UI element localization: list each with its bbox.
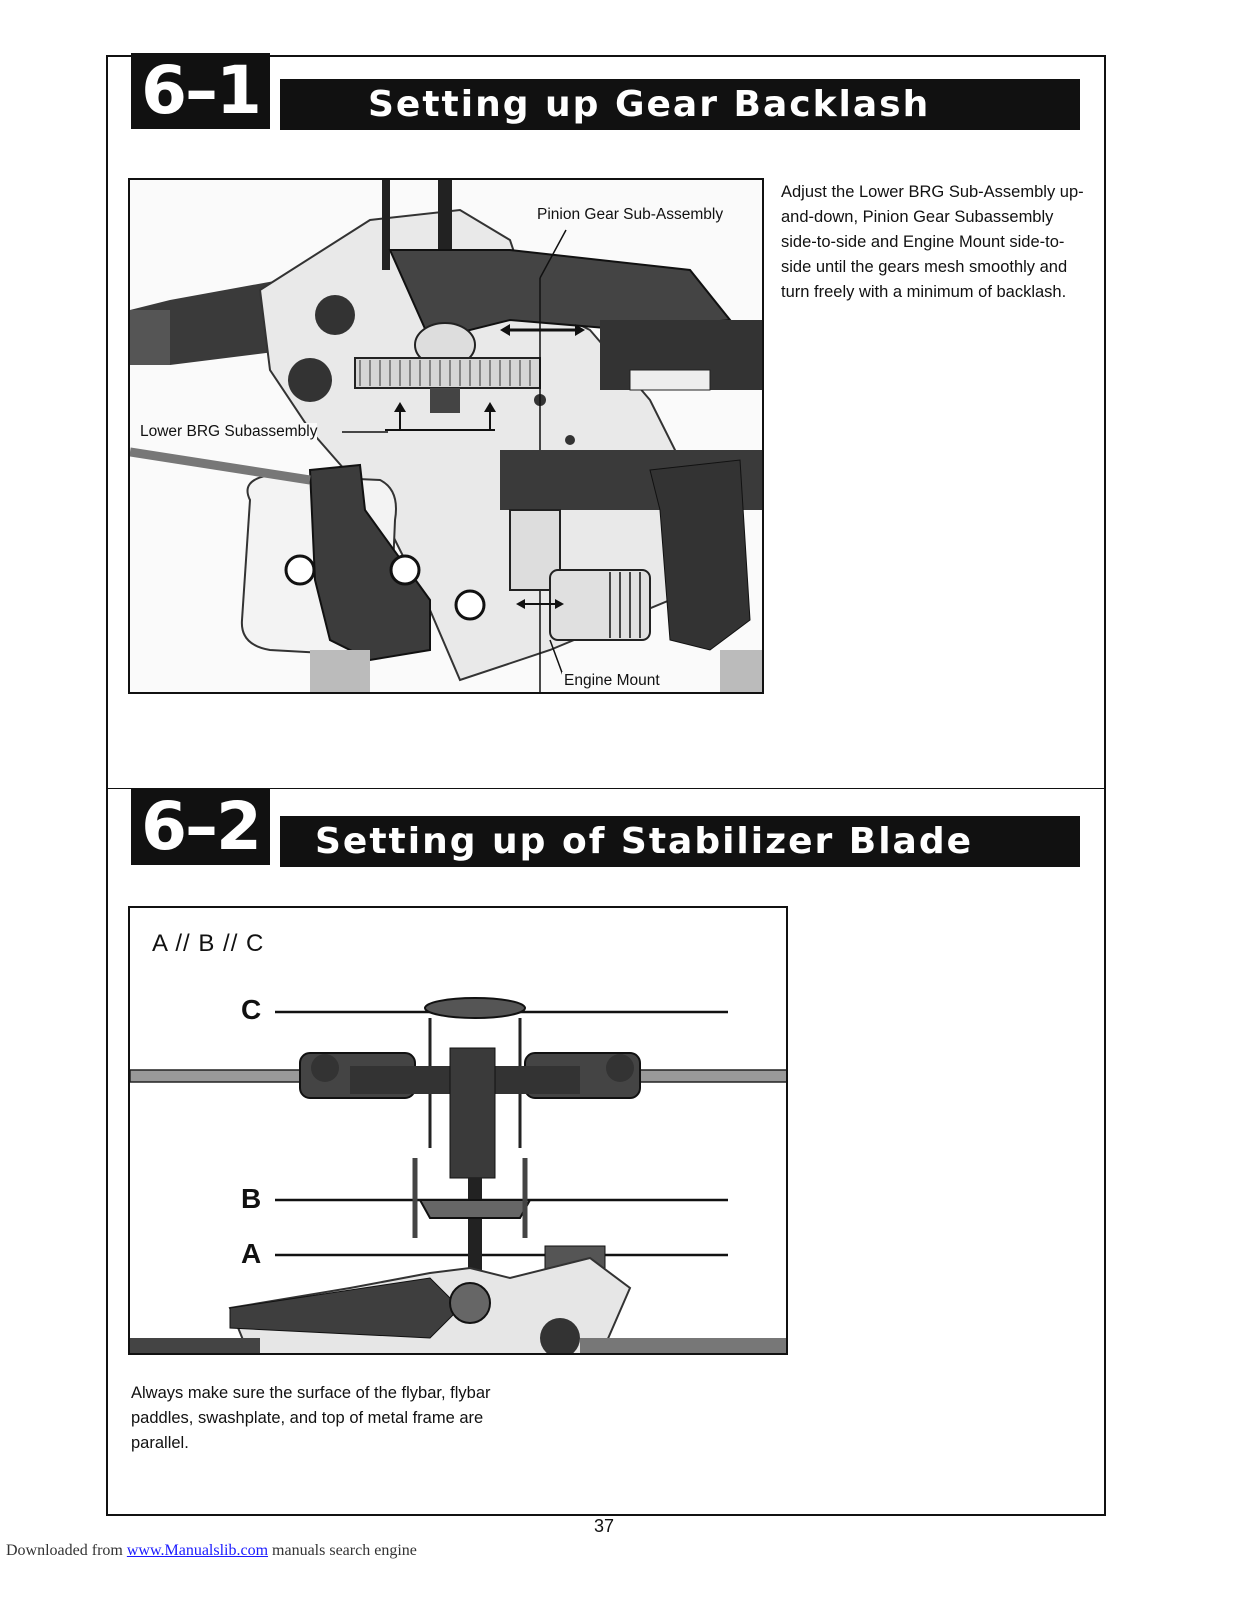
- footer-link[interactable]: www.Manualslib.com: [126, 1542, 269, 1559]
- lower-brg-label: Lower BRG Subassembly: [140, 423, 318, 440]
- page-number: 37: [594, 1516, 615, 1536]
- level-label-a: A: [241, 1238, 262, 1269]
- footer-prefix: Downloaded from: [6, 1542, 127, 1559]
- section-1-description: Adjust the Lower BRG Sub-Assembly up-and-down, Pinion Gear Subassembly side-to-side and Engine Mount side-to-side until the gears mesh smoothly and turn freely with a minimum of backlash.: [781, 183, 1084, 301]
- level-label-b: B: [241, 1183, 262, 1214]
- pinion-gear-label: Pinion Gear Sub-Assembly: [537, 206, 724, 223]
- engine-mount-label: Engine Mount: [564, 672, 660, 689]
- stabilizer-blade-figure: [128, 906, 788, 1355]
- footer-suffix: manuals search engine: [268, 1542, 417, 1559]
- stabilizer-head-illustration: [130, 908, 788, 1355]
- section-2-number: 6–2: [131, 789, 270, 865]
- section-2-description: Always make sure the surface of the flybar, flybar paddles, swashplate, and top of metal frame are parallel.: [131, 1384, 491, 1452]
- section-2-title: Setting up of Stabilizer Blade: [280, 816, 1080, 867]
- gear-backlash-figure: [128, 178, 764, 694]
- section-1-number: 6–1: [131, 53, 270, 129]
- level-label-c: C: [241, 994, 262, 1025]
- footer: [6, 1542, 417, 1560]
- parallel-caption: A // B // C: [152, 930, 265, 957]
- section-1-title: Setting up Gear Backlash: [280, 79, 1080, 130]
